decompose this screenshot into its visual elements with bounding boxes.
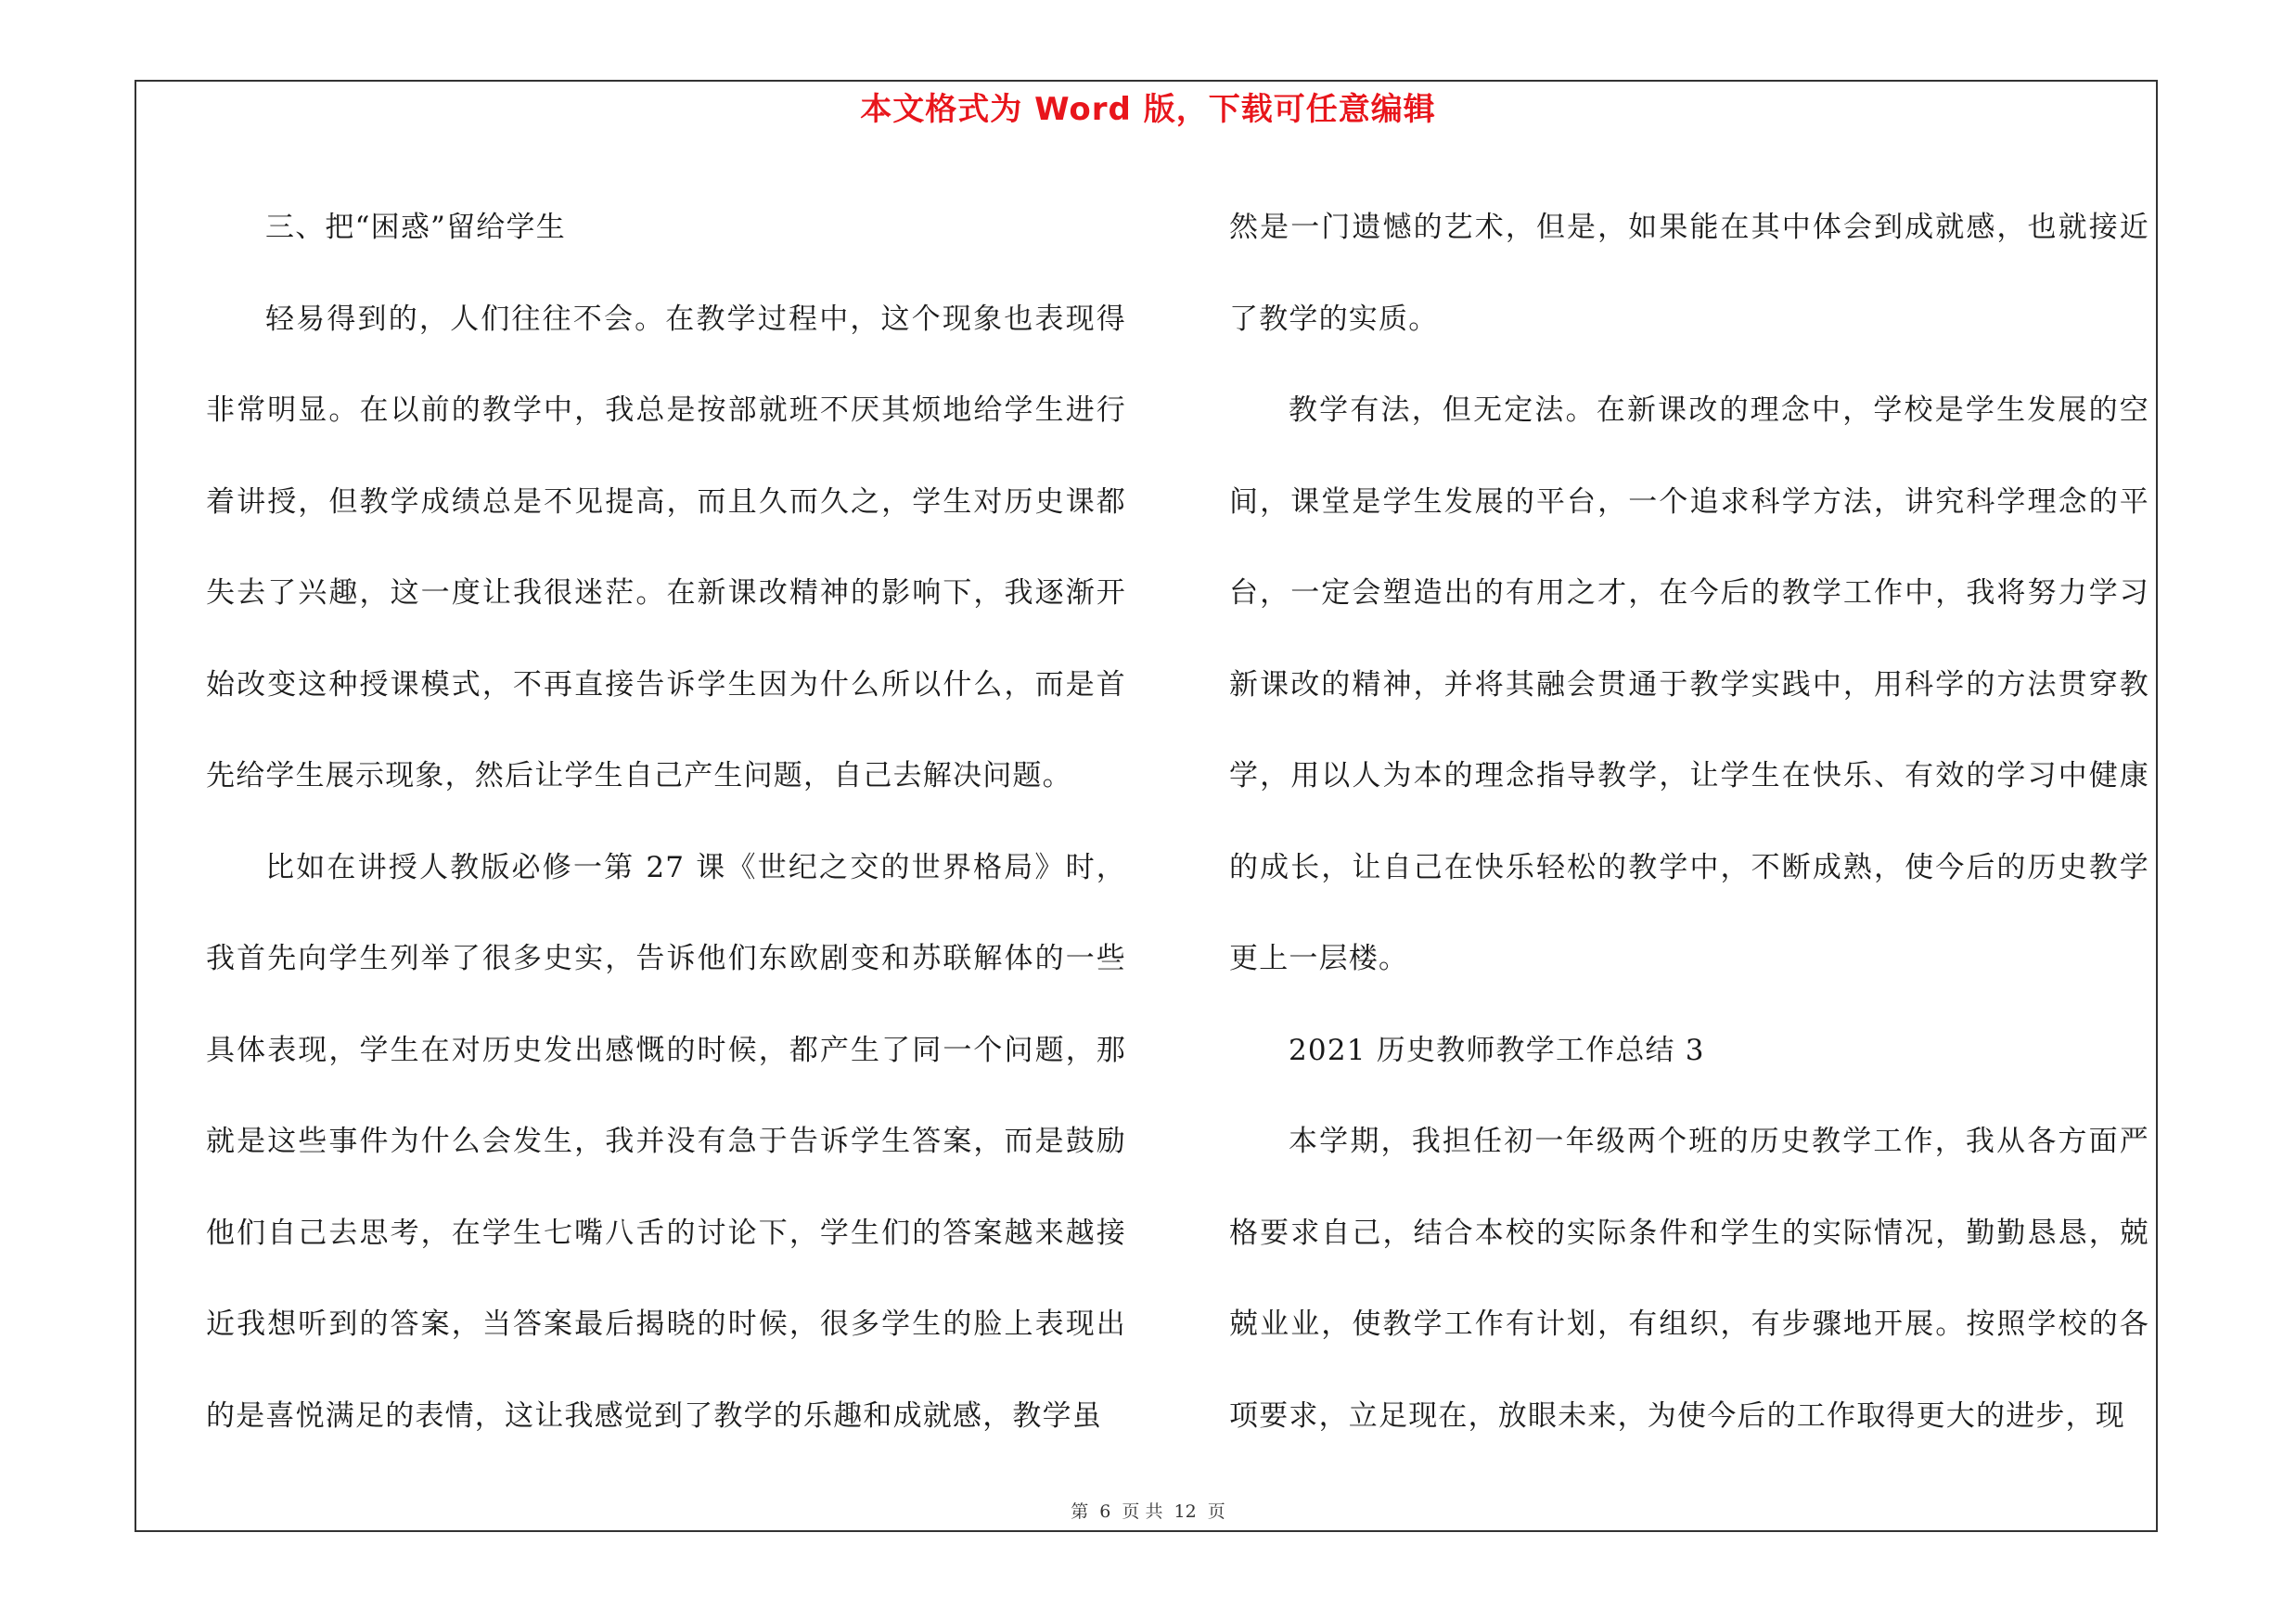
body-paragraph: 本学期，我担任初一年级两个班的历史教学工作，我从各方面严格要求自己，结合本校的实际条件和学生的实际情况，勤勤恳恳，兢兢业业，使教学工作有计划，有组织，有步骤地开展。按照学校的各项要求，立足现在，放眼未来，为使今后的工作取得更大的进步，现 [1229,1125,2149,1433]
format-notice-banner: 本文格式为 Word 版，下载可任意编辑 [860,91,1436,128]
body-paragraph: 轻易得到的，人们往往不会。在教学过程中，这个现象也表现得非常明显。在以前的教学中，我总是按部就班不厌其烦地给学生进行着讲授，但教学成绩总是不见提高，而且久而久之，学生对历史课都失去了兴趣，这一度让我很迷茫。在新课改精神的影响下，我逐渐开始改变这种授课模式，不再直接告诉学生因为什么所以什么，而是首先给学生展示现象，然后让学生自己产生问题，自己去解决问题。 [206,302,1126,792]
footer-suffix: 页 [1207,1501,1225,1522]
current-page-number: 6 [1099,1501,1111,1522]
footer-middle: 页 共 [1122,1501,1163,1522]
left-column [206,182,1126,1462]
section-heading: 2021 历史教师教学工作总结 3 [1289,1033,1705,1067]
continued-paragraph: 然是一门遗憾的艺术，但是，如果能在其中体会到成就感，也就接近了教学的实质。 [1229,211,2149,336]
total-page-count: 12 [1174,1501,1197,1522]
footer-prefix: 第 [1071,1501,1089,1522]
body-paragraph: 比如在讲授人教版必修一第 27 课《世纪之交的世界格局》时，我首先向学生列举了很多史实，告诉他们东欧剧变和苏联解体的一些具体表现，学生在对历史发出感慨的时候，都产生了同一个问题，那就是这些事件为什么会发生，我并没有急于告诉学生答案，而是鼓励他们自己去思考，在学生七嘴八舌的讨论下，学生们的答案越来越接近我想听到的答案，当答案最后揭晓的时候，很多学生的脸上表现出的是喜悦满足的表情，这让我感觉到了教学的乐趣和成就感，教学虽 [206,850,1126,1433]
section-heading: 三、把“困惑”留给学生 [265,211,566,244]
body-paragraph: 教学有法，但无定法。在新课改的理念中，学校是学生发展的空间，课堂是学生发展的平台，一个追求科学方法，讲究科学理念的平台，一定会塑造出的有用之才，在今后的教学工作中，我将努力学习新课改的精神，并将其融会贯通于教学实践中，用科学的方法贯穿教学，用以人为本的理念指导教学，让学生在快乐、有效的学习中健康的成长，让自己在快乐轻松的教学中，不断成熟，使今后的历史教学更上一层楼。 [1229,393,2149,975]
right-column [1229,182,2149,1462]
page-number-footer [0,1498,2296,1523]
